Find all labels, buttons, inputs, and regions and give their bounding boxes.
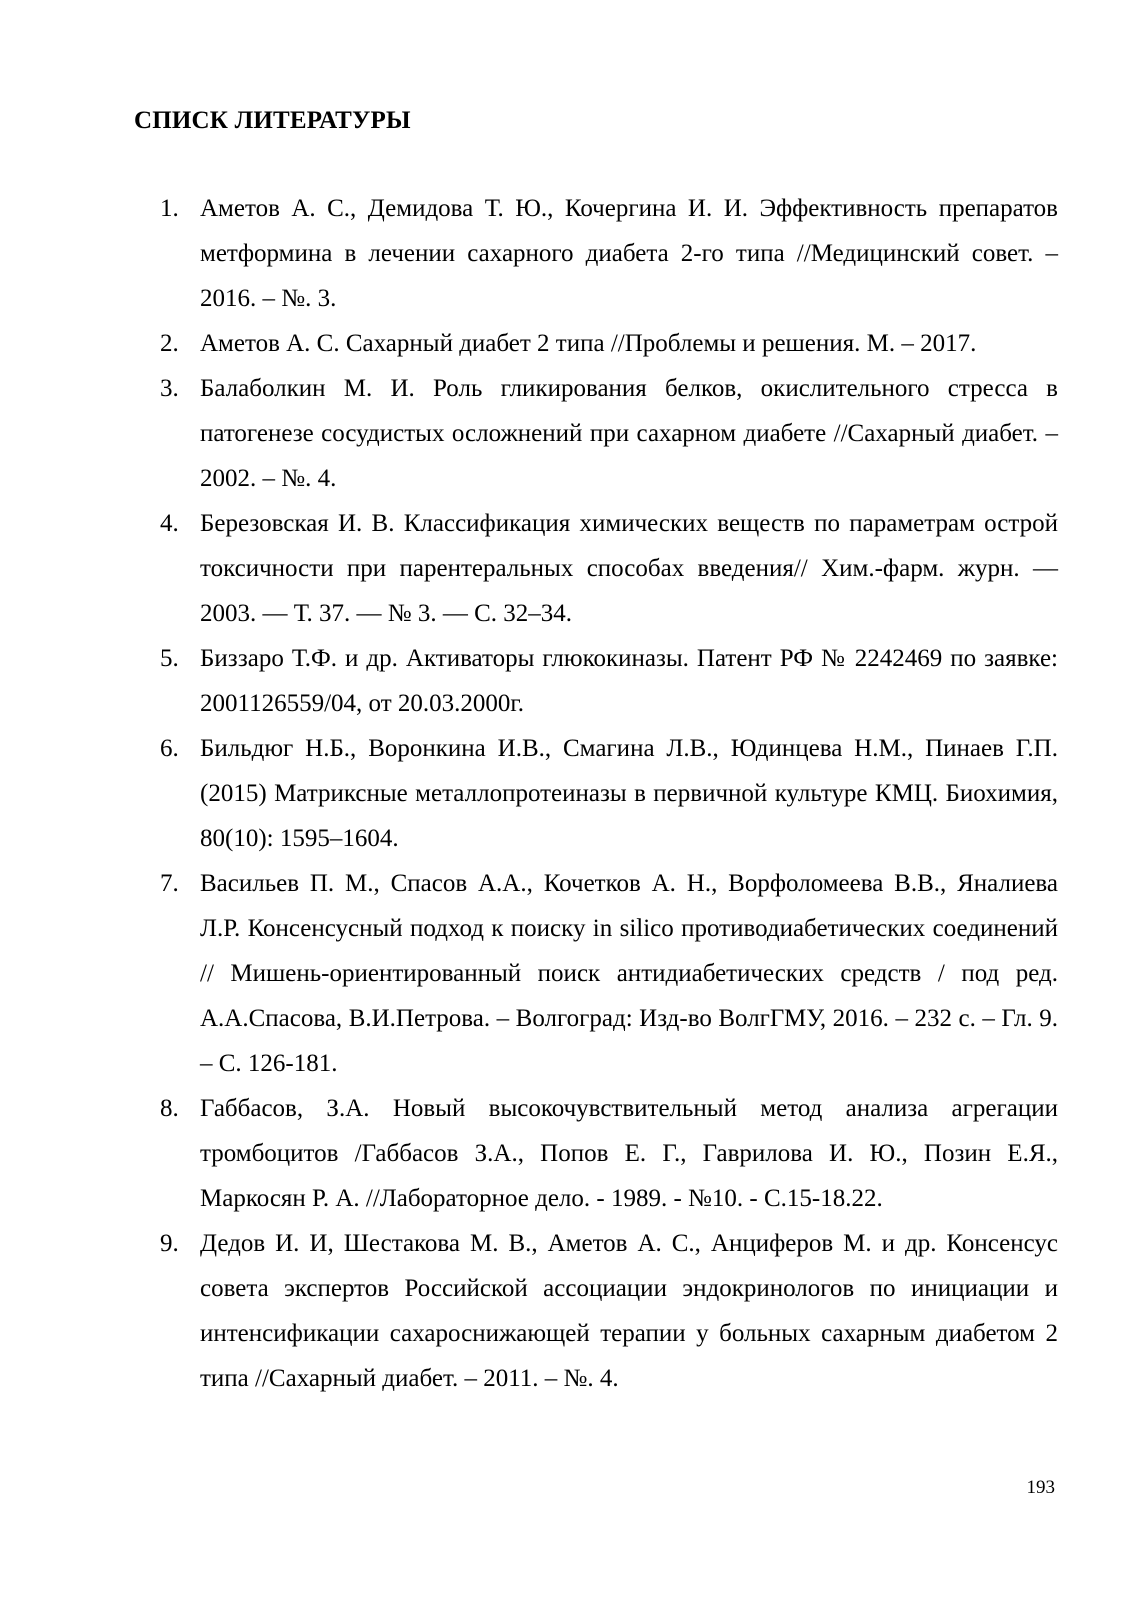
reference-number: 5.: [160, 645, 179, 672]
list-item: [160, 321, 1058, 366]
reference-number: 7.: [160, 870, 179, 897]
reference-text: Балаболкин М. И. Роль гликирования белков, окислительного стресса в патогенезе сосудистых осложнений при сахарном диабете //Сахарный диабет. – 2002. – №. 4.: [200, 375, 1058, 492]
reference-number: 8.: [160, 1095, 179, 1122]
reference-number: 2.: [160, 330, 179, 357]
list-item: [160, 636, 1058, 726]
reference-text: Бильдюг Н.Б., Воронкина И.В., Смагина Л.В., Юдинцева Н.М., Пинаев Г.П. (2015) Матриксные металлопротеиназы в первичной культуре КМЦ. Биохимия, 80(10): 1595–1604.: [200, 735, 1058, 852]
reference-list: [160, 186, 1058, 1401]
list-item: [160, 726, 1058, 861]
reference-number: 1.: [160, 195, 179, 222]
reference-text: Биззаро Т.Ф. и др. Активаторы глюкокиназы. Патент РФ № 2242469 по заявке: 2001126559/04, от 20.03.2000г.: [200, 645, 1058, 717]
page-title: СПИСК ЛИТЕРАТУРЫ: [134, 107, 411, 134]
list-item: [160, 1086, 1058, 1221]
reference-text: Дедов И. И, Шестакова М. В., Аметов А. С., Анциферов М. и др. Консенсус совета экспертов Российской ассоциации эндокринологов по инициации и интенсификации сахароснижающей терапии у больных сахарным диабетом 2 типа //Сахарный диабет. – 2011. – №. 4.: [200, 1230, 1058, 1392]
reference-number: 3.: [160, 375, 179, 402]
page-number: 193: [1026, 1477, 1055, 1498]
reference-text: Васильев П. М., Спасов А.А., Кочетков А. Н., Ворфоломеева В.В., Яналиева Л.Р. Консенсусный подход к поиску in silico противодиабетических соединений // Мишень-ориентированный поиск антидиабетических средств / под ред. А.А.Спасова, В.И.Петрова. – Волгоград: Изд-во ВолгГМУ, 2016. – 232 с. – Гл. 9. – С. 126-181.: [200, 870, 1058, 1077]
reference-text: Березовская И. В. Классификация химических веществ по параметрам острой токсичности при парентеральных способах введения// Хим.-фарм. журн. — 2003. — Т. 37. — № 3. — С. 32–34.: [200, 510, 1058, 627]
reference-number: 4.: [160, 510, 179, 537]
reference-number: 6.: [160, 735, 179, 762]
list-item: [160, 1221, 1058, 1401]
list-item: [160, 861, 1058, 1086]
list-item: [160, 501, 1058, 636]
reference-text: Габбасов, З.А. Новый высокочувствительный метод анализа агрегации тромбоцитов /Габбасов З.А., Попов Е. Г., Гаврилова И. Ю., Позин Е.Я., Маркосян Р. А. //Лабораторное дело. - 1989. - №10. - С.15-18.22.: [200, 1095, 1058, 1212]
reference-number: 9.: [160, 1230, 179, 1257]
reference-text: Аметов А. С., Демидова Т. Ю., Кочергина И. И. Эффективность препаратов метформина в лечении сахарного диабета 2-го типа //Медицинский совет. – 2016. – №. 3.: [200, 195, 1058, 312]
reference-text: Аметов А. С. Сахарный диабет 2 типа //Проблемы и решения. М. – 2017.: [200, 330, 977, 357]
list-item: [160, 366, 1058, 501]
list-item: [160, 186, 1058, 321]
